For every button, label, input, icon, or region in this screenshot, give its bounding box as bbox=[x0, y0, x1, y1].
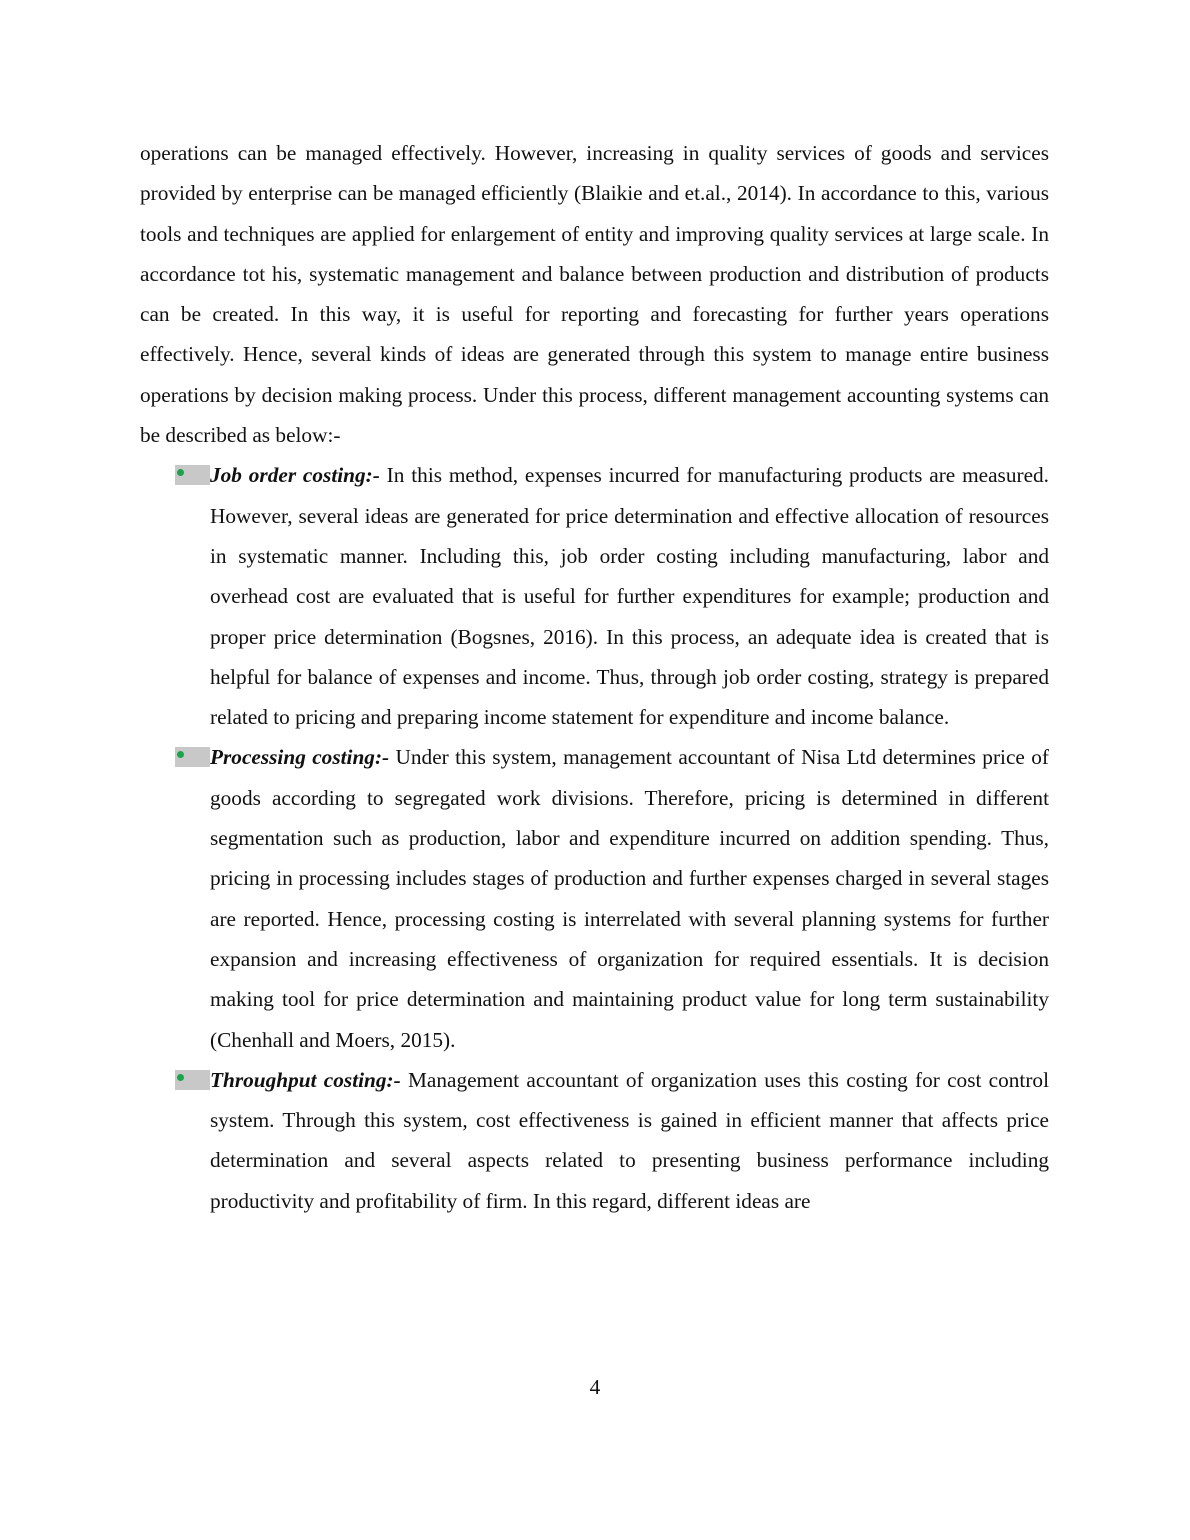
bullet-heading: Job order costing:- bbox=[210, 463, 380, 488]
page-number: 4 bbox=[589, 1375, 601, 1399]
bullet-heading: Throughput costing:- bbox=[210, 1067, 401, 1092]
intro-paragraph: operations can be managed effectively. However, increasing in quality services of goods and services provided by enterprise can be managed efficiently (Blaikie and et.al., 2014). In accordance to this, various tools and techniques are applied for enlargement of entity and improving quality services at large scale. In accordance tot his, systematic management and balance between production and distribution of products can be created. In this way, it is useful for reporting and forecasting for further years operations effectively. Hence, several kinds of ideas are generated through this system to manage entire business operations by decision making process. Under this process, different management accounting systems can be described as below:- bbox=[140, 141, 1049, 448]
bullet-marker bbox=[175, 465, 210, 485]
page-body bbox=[140, 133, 1049, 1221]
list-item-job-order-costing bbox=[140, 455, 1049, 737]
bullet-heading: Processing costing:- bbox=[210, 745, 390, 770]
bullet-marker bbox=[175, 1070, 210, 1090]
bullet-list bbox=[140, 455, 1049, 1221]
bullet-text: Under this system, management accountant of Nisa Ltd determines price of goods according to segregated work divisions. Therefore, pricing is determined in different segmentation such as production, labor and expenditure incurred on addition spending. Thus, pricing in processing includes stages of production and further expenses charged in several stages are reported. Hence, processing costing is interrelated with several planning systems for further expansion and increasing effectiveness of organization for required essentials. It is decision making tool for price determination and maintaining product value for long term sustainability (Chenhall and Moers, 2015). bbox=[210, 745, 1049, 1052]
bullet-dot-icon bbox=[177, 751, 184, 758]
list-item-processing-costing bbox=[140, 737, 1049, 1059]
list-item-throughput-costing bbox=[140, 1060, 1049, 1221]
bullet-dot-icon bbox=[177, 1074, 184, 1081]
bullet-dot-icon bbox=[177, 469, 184, 476]
bullet-marker bbox=[175, 747, 210, 767]
bullet-text: In this method, expenses incurred for manufacturing products are measured. However, several ideas are generated for price determination and effective allocation of resources in systematic manner. Including this, job order costing including manufacturing, labor and overhead cost are evaluated that is useful for further expenditures for example; production and proper price determination (Bogsnes, 2016). In this process, an adequate idea is created that is helpful for balance of expenses and income. Thus, through job order costing, strategy is prepared related to pricing and preparing income statement for expenditure and income balance. bbox=[210, 463, 1049, 730]
bullet-text: Management accountant of organization uses this costing for cost control system. Through this system, cost effectiveness is gained in efficient manner that affects price determination and several aspects related to presenting business performance including productivity and profitability of firm. In this regard, different ideas are bbox=[210, 1067, 1049, 1213]
